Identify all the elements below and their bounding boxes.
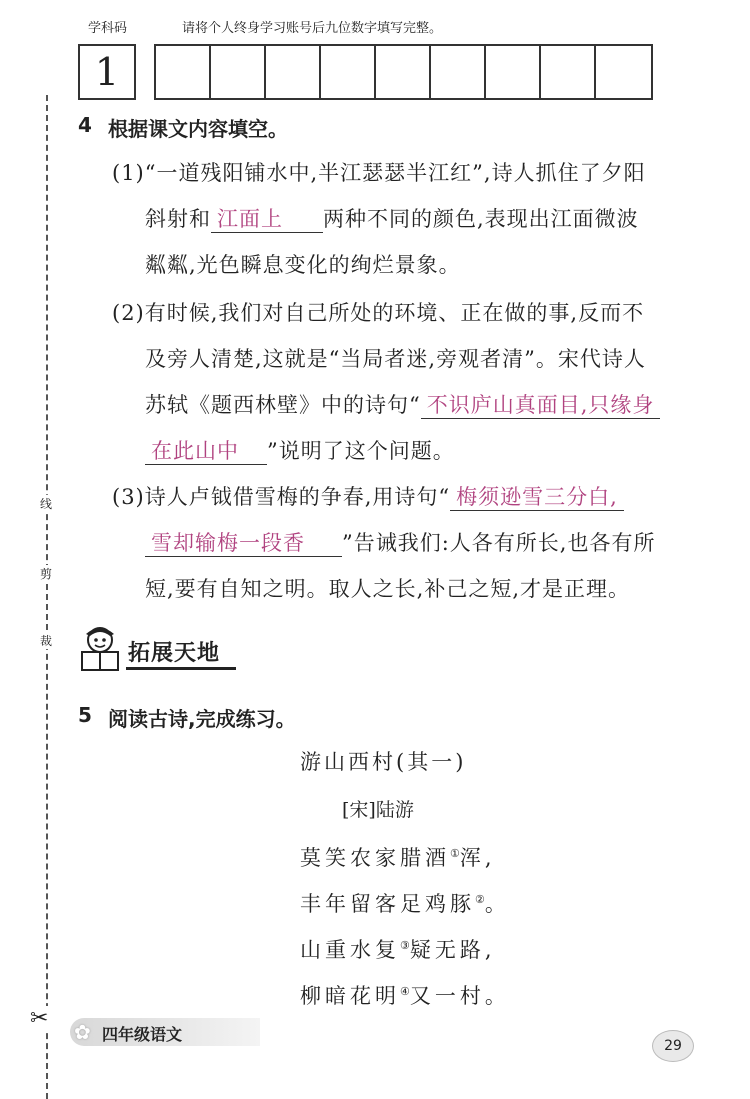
account-instruction: 请将个人终身学习账号后九位数字填写完整。	[182, 21, 443, 36]
question-4-number: 4	[78, 113, 92, 137]
q4-item2-line1: (2)有时候,我们对自己所处的环境、正在做的事,反而不	[112, 301, 645, 325]
star-icon: ✿	[74, 1020, 91, 1044]
q4-item3-text-pre: (3)诗人卢钺借雪梅的争春,用诗句“	[112, 485, 451, 509]
q4-item2-line2: 及旁人清楚,这就是“当局者迷,旁观者清”。宋代诗人	[145, 347, 646, 371]
section-title: 拓展天地	[128, 641, 221, 666]
poem-title: 游山西村(其一)	[300, 750, 467, 774]
account-digit-cell[interactable]	[486, 46, 541, 98]
q4-item3-line2	[145, 527, 656, 557]
poem-line: 丰年留客足鸡豚②。	[300, 892, 510, 916]
footnote-marker: ①	[450, 847, 460, 860]
account-code-cells	[154, 44, 653, 100]
subject-code-box[interactable]: 1	[78, 44, 136, 100]
q4-item3-line1	[112, 481, 624, 511]
q4-item2-text-post: ”说明了这个问题。	[267, 439, 455, 463]
footer-grade-label: 四年级语文	[102, 1025, 183, 1044]
poem-line: 柳暗花明④又一村。	[300, 984, 510, 1008]
scissors-icon: ✂	[30, 1006, 49, 1031]
question-5-title: 阅读古诗,完成练习。	[108, 707, 296, 731]
account-digit-cell[interactable]	[541, 46, 596, 98]
question-5-number: 5	[78, 703, 92, 727]
account-digit-cell[interactable]	[431, 46, 486, 98]
q4-item1-line3: 粼粼,光色瞬息变化的绚烂景象。	[145, 253, 461, 277]
q4-item1-line2	[145, 203, 639, 233]
question-4-title: 根据课文内容填空。	[108, 117, 288, 141]
q4-item3-text-post: ”告诫我们:人各有所长,也各有所	[342, 531, 656, 555]
q4-item2-line3	[145, 389, 660, 419]
cut-line-char: 裁	[39, 634, 52, 648]
q4-item1-text-post: 两种不同的颜色,表现出江面微波	[323, 207, 639, 231]
q4-item3-answer-part2[interactable]: 雪却输梅一段香	[145, 530, 342, 557]
footnote-marker: ③	[400, 939, 410, 952]
q4-item2-text-pre: 苏轼《题西林壁》中的诗句“	[145, 393, 421, 417]
q4-item3-answer-part1[interactable]: 梅须逊雪三分白,	[450, 484, 624, 511]
cut-line-char: 线	[39, 497, 52, 511]
account-code-row	[78, 44, 653, 100]
q4-item2-answer-part1[interactable]: 不识庐山真面目,只缘身	[421, 392, 661, 419]
q4-item2-answer-part2[interactable]: 在此山中	[145, 438, 267, 465]
poem-line: 山重水复③疑无路,	[300, 938, 496, 962]
account-digit-cell[interactable]	[266, 46, 321, 98]
footnote-marker: ②	[475, 893, 485, 906]
account-digit-cell[interactable]	[211, 46, 266, 98]
account-digit-cell[interactable]	[156, 46, 211, 98]
footnote-marker: ④	[400, 985, 410, 998]
account-digit-cell[interactable]	[321, 46, 376, 98]
cut-line-char: 剪	[39, 567, 52, 581]
q4-item3-line3: 短,要有自知之明。取人之长,补己之短,才是正理。	[145, 577, 631, 601]
account-digit-cell[interactable]	[376, 46, 431, 98]
poem-author: [宋]陆游	[342, 799, 414, 821]
page-number: 29	[652, 1030, 694, 1062]
q4-item1-text-pre: 斜射和	[145, 207, 211, 231]
q4-item2-line4	[145, 435, 455, 465]
subject-code-label: 学科码	[88, 21, 128, 36]
q4-item1-answer[interactable]: 江面上	[211, 206, 323, 233]
poem-line: 莫笑农家腊酒①浑,	[300, 846, 496, 870]
account-digit-cell[interactable]	[596, 46, 651, 98]
section-underline	[126, 667, 236, 670]
cut-line	[46, 95, 48, 1099]
q4-item1-line1: (1)“一道残阳铺水中,半江瑟瑟半江红”,诗人抓住了夕阳	[112, 161, 646, 185]
